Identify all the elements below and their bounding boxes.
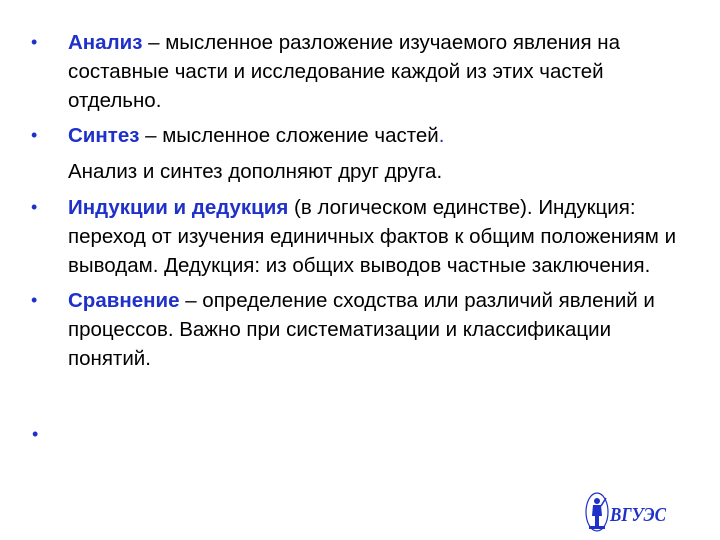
logo (583, 490, 668, 534)
bullet-induction (30, 193, 690, 280)
bullet-marker: • (32, 424, 39, 444)
bullet-marker: • (31, 125, 38, 145)
term-induction: Индукции и дедукция (68, 196, 289, 219)
term-analysis: Анализ (68, 31, 143, 54)
bullet-marker: • (31, 197, 38, 217)
definition-analysis: – мысленное разложение изучаемого явления на составные части и исследование каждой из этих частей отдельно. (68, 31, 621, 112)
empty-bullet (31, 420, 99, 449)
bullet-marker: • (31, 290, 38, 310)
definition-comparison: – определение сходства или различий явлений и процессов. Важно при систематизации и классификации понятий. (68, 289, 655, 370)
logo-text: ВГУЭС (609, 504, 667, 526)
bullet-marker: • (31, 32, 38, 52)
definition-induction: (в логическом единстве). Индукция: переход от изучения единичных фактов к общим положениям и выводам. Дедукция: из общих выводов частные заключения. (68, 196, 677, 277)
term-synthesis: Синтез (68, 124, 140, 147)
bullet-comparison (30, 286, 690, 373)
term-comparison: Сравнение (68, 289, 180, 312)
accent-period: . (438, 124, 445, 147)
seal-figure-icon (586, 493, 608, 531)
bullet-analysis (30, 28, 690, 115)
slide-content (30, 28, 690, 373)
definition-synthesis: – мысленное сложение частей (139, 124, 439, 147)
bullet-synthesis (30, 121, 690, 150)
plain-note: Анализ и синтез дополняют друг друга. (68, 160, 443, 183)
